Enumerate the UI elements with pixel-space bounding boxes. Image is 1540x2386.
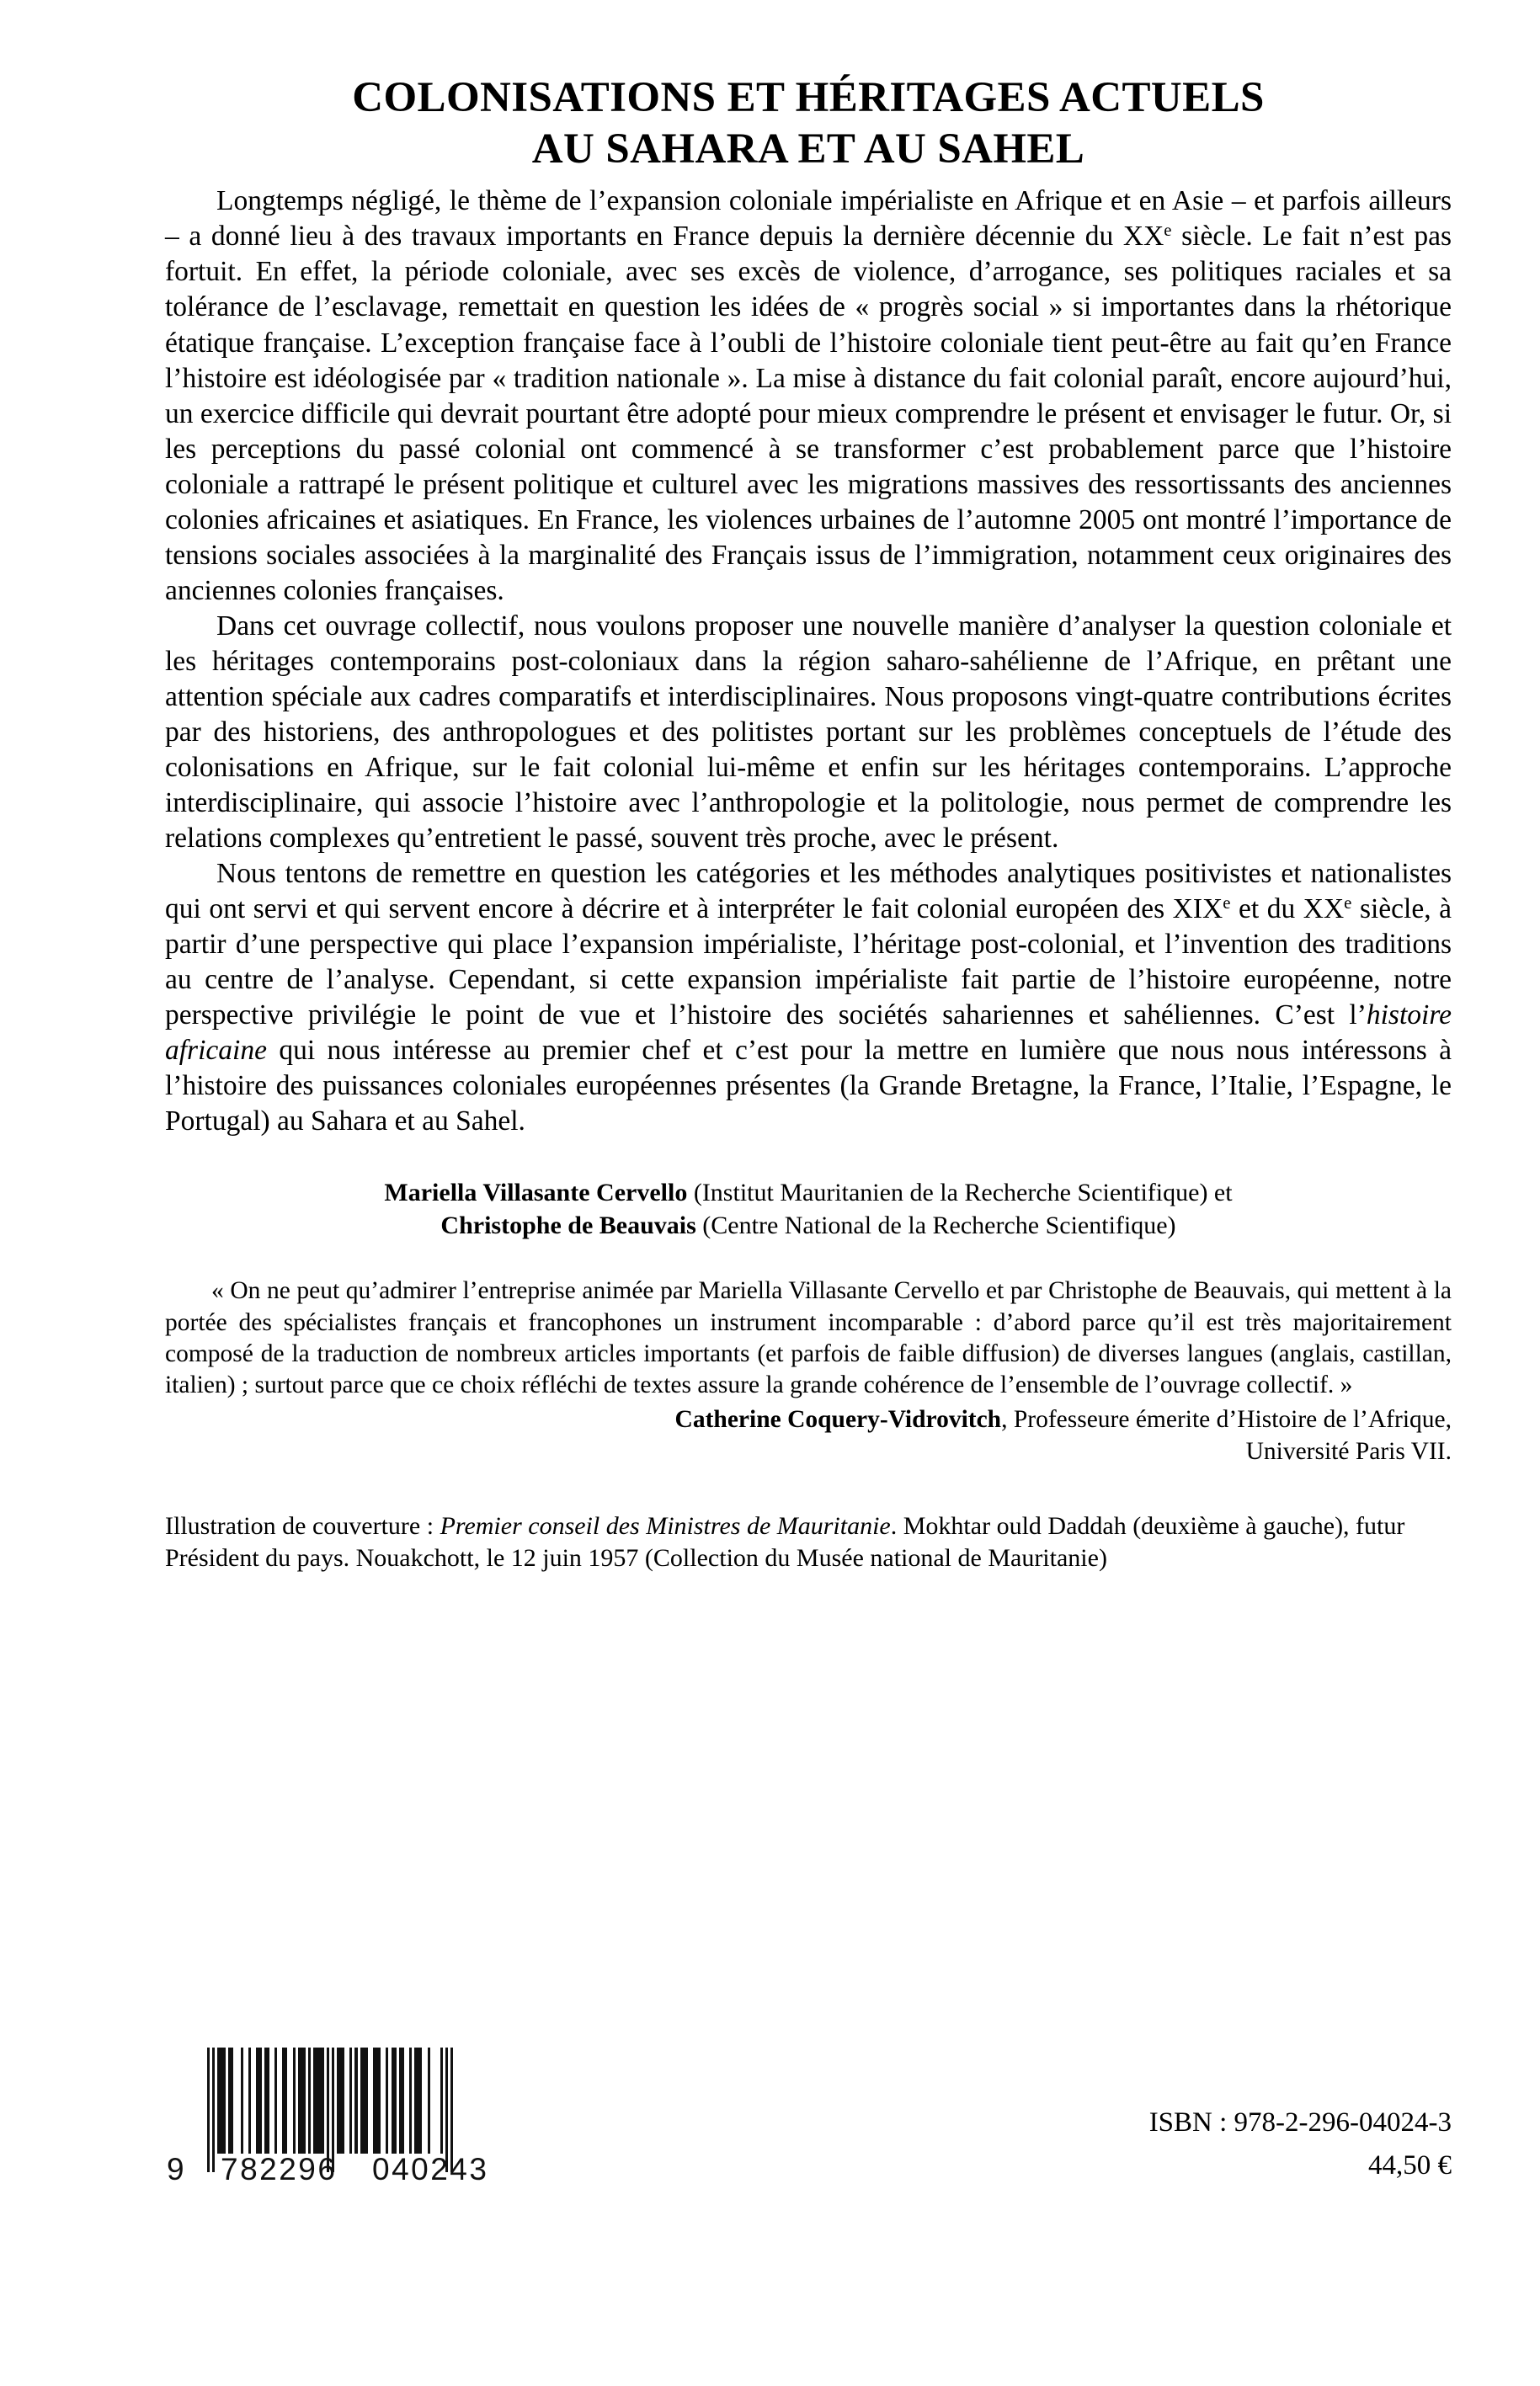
- review-author-title: , Professeure émerite d’Histoire de l’Afrique,: [1001, 1406, 1452, 1434]
- editor-name-2: Christophe de Beauvais: [440, 1212, 696, 1240]
- editor-name-1: Mariella Villasante Cervello: [384, 1179, 688, 1207]
- ean13-barcode: [165, 2048, 525, 2191]
- title-line-1: COLONISATIONS ET HÉRITAGES ACTUELS: [352, 74, 1265, 121]
- ordinal-suffix-siecle-1: e: [1164, 221, 1172, 241]
- editors-block: [165, 1176, 1452, 1242]
- paragraph-3-part-c: siècle, à partir d’une perspective qui place l’expansion impérialiste, l’héritage post-colonial, et l’invention des traditions au centre de l’analyse. Cependant, si cette expansion impérialiste fait partie de l’histoire européenne, notre perspective privilégie le point de vue et l’histoire des sociétés sahariennes et sahéliennes. C’est l’: [165, 893, 1452, 1031]
- paragraph-2: Dans cet ouvrage collectif, nous voulons proposer une nouvelle manière d’analyser la question coloniale et les héritages contemporains post-coloniaux dans la région saharo-sahélienne de l’Afrique, en prêtant une attention spéciale aux cadres comparatifs et interdisciplinaires. Nous proposons vingt-quatre contributions écrites par des historiens, des anthropologues et des politistes portant sur les problèmes conceptuels de l’étude des colonisations en Afrique, sur le fait colonial lui-même et enfin sur les héritages contemporains. L’approche interdisciplinaire, qui associe l’histoire avec l’anthropologie et la politologie, nous permet de comprendre les relations complexes qu’entretient le passé, souvent très proche, avec le présent.: [165, 610, 1452, 854]
- cover-footer: [165, 2048, 1452, 2317]
- illustration-credit: [165, 1510, 1452, 1574]
- review-attribution-line-2: Université Paris VII.: [1245, 1438, 1452, 1466]
- editor-line-2: [165, 1209, 1452, 1242]
- review-attribution: [165, 1404, 1452, 1468]
- illustration-credit-prefix: Illustration de couverture :: [165, 1511, 440, 1540]
- isbn-value: ISBN : 978-2-296-04024-3: [1148, 2107, 1452, 2138]
- paragraph-3-part-a: Nous tentons de remettre en question les catégories et les méthodes analytiques positivistes et nationalistes qui ont servi et qui servent encore à décrire et à interpréter le fait colonial européen des XIX: [165, 857, 1452, 924]
- paragraph-1-part-a: Longtemps négligé, le thème de l’expansion coloniale impérialiste en Afrique et en Asie – et parfois ailleurs – a donné lieu à des travaux importants en France depuis la dernière décennie du XX: [165, 185, 1452, 253]
- illustration-credit-suffix: . Mokhtar ould Daddah (deuxième à gauche), futur Président du pays. Nouakchott, le 12 juin 1957 (Collection du Musée national de Mauritanie): [165, 1511, 1405, 1573]
- barcode-lead-digit: 9: [167, 2152, 187, 2186]
- paragraph-3-part-d: qui nous intéresse au premier chef et c’est pour la mettre en lumière que nous nous intéressons à l’histoire des puissances coloniales européennes présentes (la Grande Bretagne, la France, l’Italie, l’Espagne, le Portugal) au Sahara et au Sahel.: [165, 1035, 1452, 1137]
- blurb-text: [165, 184, 1452, 1139]
- review-quote-text: « On ne peut qu’admirer l’entreprise animée par Mariella Villasante Cervello et par Christophe de Beauvais, qui mettent à la portée des spécialistes français et francophones un instrument incomparable : d’abord parce qu’il est très majoritairement composé de la traduction de nombreux articles importants (et parfois de faible diffusion) de diverses langues (anglais, castillan, italien) ; surtout parce que ce choix réfléchi de textes assure la grande cohérence de l’ensemble de l’ouvrage collectif. »: [165, 1277, 1452, 1399]
- editor-line-1: [165, 1176, 1452, 1209]
- editor-affiliation-1: (Institut Mauritanien de la Recherche Scientifique) et: [687, 1179, 1233, 1207]
- cover-content: [165, 72, 1452, 1574]
- ordinal-suffix-xx: e: [1344, 893, 1352, 913]
- title-line-2: AU SAHARA ET AU SAHEL: [531, 125, 1085, 173]
- barcode-bars: [207, 2048, 453, 2165]
- illustration-credit-text: [165, 1510, 1452, 1574]
- barcode-right-group: 040243: [372, 2152, 489, 2186]
- barcode-left-group: 782296: [221, 2152, 338, 2186]
- isbn-price-block: [1149, 2101, 1452, 2187]
- editor-affiliation-2: (Centre National de la Recherche Scientifique): [695, 1212, 1176, 1240]
- review-quote-block: [165, 1276, 1452, 1468]
- paragraph-3: [165, 856, 1452, 1139]
- paragraph-1: [165, 184, 1452, 608]
- barcode-digits: [165, 2152, 525, 2191]
- paragraph-3-part-b: et du XX: [1230, 893, 1345, 924]
- barcode-area: [165, 2048, 536, 2191]
- review-author-name: Catherine Coquery-Vidrovitch: [674, 1406, 1002, 1434]
- price-value: 44,50 €: [1368, 2150, 1452, 2181]
- paragraph-1-part-b: siècle. Le fait n’est pas fortuit. En effet, la période coloniale, avec ses excès de violence, d’arrogance, ses politiques raciales et sa tolérance de l’esclavage, remettait en question les idées de « progrès social » si importantes dans la rhétorique étatique française. L’exception française face à l’oubli de l’histoire coloniale tient peut-être au fait qu’en France l’histoire est idéologisée par « tradition nationale ». La mise à distance du fait colonial paraît, encore aujourd’hui, un exercice difficile qui devrait pourtant être adopté pour mieux comprendre le présent et envisager le futur. Or, si les perceptions du passé colonial ont commencé à se transformer c’est probablement parce que l’histoire coloniale a rattrapé le présent politique et culturel avec les migrations massives des ressortissants des anciennes colonies africaines et asiatiques. En France, les violences urbaines de l’automne 2005 ont montré l’importance de tensions sociales associées à la marginalité des Français issus de l’immigration, notamment ceux originaires des anciennes colonies françaises.: [165, 221, 1452, 606]
- paragraph-3-italic-phrase: histoire africaine: [165, 999, 1452, 1067]
- review-attribution-line-1: [165, 1404, 1452, 1436]
- page-title: [165, 72, 1452, 175]
- ordinal-suffix-xix: e: [1223, 893, 1231, 913]
- illustration-title: Premier conseil des Ministres de Mauritanie: [440, 1511, 891, 1540]
